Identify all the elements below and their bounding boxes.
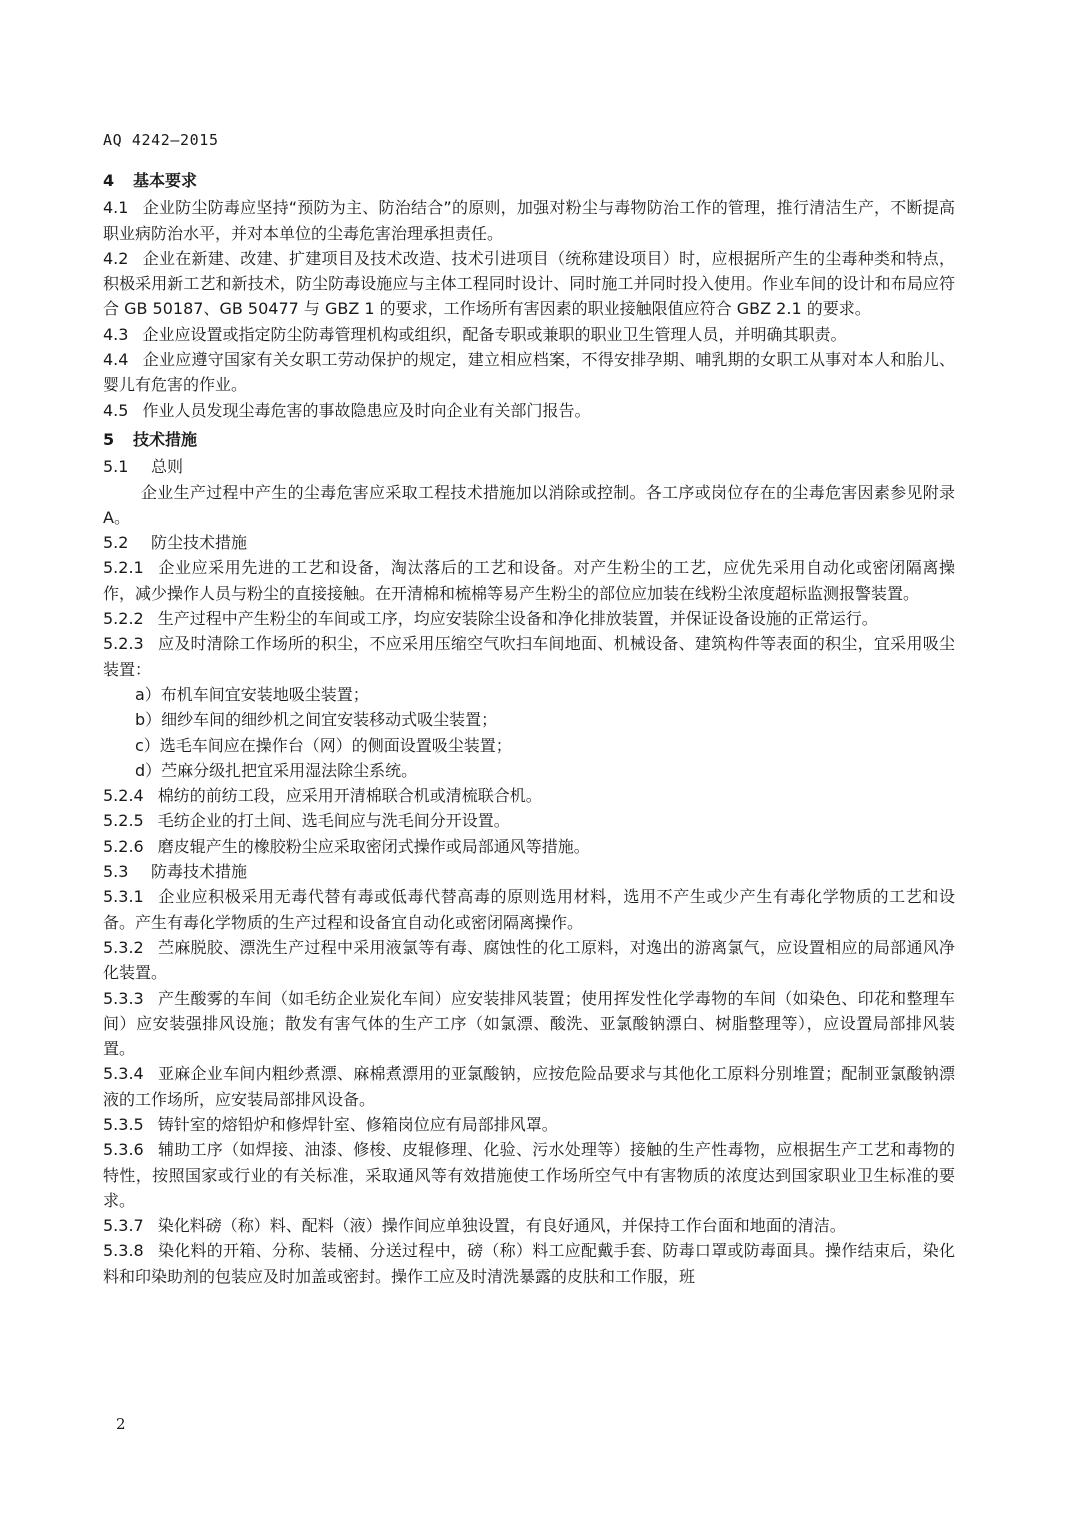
clause-text: 企业应设置或指定防尘防毒管理机构或组织，配备专职或兼职的职业卫生管理人员，并明确其职责。 [142,324,847,344]
clause-text: 产生酸雾的车间（如毛纺企业炭化车间）应安装排风装置；使用挥发性化学毒物的车间（如染色、印花和整理车间）应安装强排风设施；散发有害气体的生产工序（如氯漂、酸洗、亚氯酸钠漂白、树脂整理等），应设置局部排风装置。 [103,988,955,1059]
clause [103,808,955,833]
list-item: c）选毛车间应在操作台（网）的侧面设置吸尘装置； [135,735,512,755]
clause-text: 企业在新建、改建、扩建项目及技术改造、技术引进项目（统称建设项目）时，应根据所产生的尘毒种类和特点，积极采用新工艺和新技术，防尘防毒设施应与主体工程同时设计、同时施工并同时投入使用。作业车间的设计和布局应符合 GB 50187、GB 50477 与 GBZ 1 的要求，工作场所有害因素的职业接触限值应符合 GBZ 2.1 的要求。 [103,248,955,319]
clause-text: 企业应积极采用无毒代替有毒或低毒代替高毒的原则选用材料，选用不产生或少产生有毒化学物质的工艺和设备。产生有毒化学物质的生产过程和设备宜自动化或密闭隔离操作。 [103,887,955,932]
clause [103,1112,955,1137]
subsection-heading [103,530,955,555]
clause-number: 5.2.4 [103,786,144,806]
clause-text: 染化料的开箱、分称、装桶、分送过程中，磅（称）料工应配戴手套、防毒口罩或防毒面具。操作结束后，染化料和印染助剂的包装应及时加盖或密封。操作工应及时清洗暴露的皮肤和工作服，班 [103,1241,955,1286]
clause [103,986,955,1062]
clause-number: 5.3.4 [103,1064,144,1084]
clause-text: 企业应遵守国家有关女职工劳动保护的规定，建立相应档案，不得安排孕期、哺乳期的女职工从事对本人和胎儿、婴儿有危害的作业。 [103,350,955,395]
clause-text: 磨皮辊产生的橡胶粉尘应采取密闭式操作或局部通风等措施。 [157,836,590,856]
clause [103,834,955,859]
clause-text: 企业防尘防毒应坚持“预防为主、防治结合”的原则，加强对粉尘与毒物防治工作的管理，推行清洁生产，不断提高职业病防治水平，并对本单位的尘毒危害治理承担责任。 [103,198,955,243]
clause-text: 毛纺企业的打土间、选毛间应与洗毛间分开设置。 [157,811,510,831]
section-title: 基本要求 [133,171,198,190]
clause-text: 生产过程中产生粉尘的车间或工序，均应安装除尘设备和净化排放装置，并保证设备设施的正常运行。 [157,609,878,629]
clause-number: 5.3.3 [103,988,144,1008]
subsection-number: 5.1 [103,457,129,477]
clause-text: 染化料磅（称）料、配料（液）操作间应单独设置，有良好通风，并保持工作台面和地面的清洁。 [157,1216,846,1236]
clause-text: 铸针室的熔铅炉和修焊针室、修箱岗位应有局部排风罩。 [157,1114,558,1134]
subsection-title: 防尘技术措施 [151,533,248,553]
clause-number: 4.3 [103,324,129,344]
clause-number: 4.4 [103,350,129,370]
clause [103,606,955,631]
clause-number: 4.1 [103,198,129,218]
clause-number: 5.2.2 [103,609,144,629]
clause [103,195,955,246]
list-item: d）苎麻分级扎把宜采用湿法除尘系统。 [135,760,418,780]
list-item: b）细纱车间的细纱机之间宜安装移动式吸尘装置； [135,710,498,730]
clause [103,1061,955,1112]
paragraph: 企业生产过程中产生的尘毒危害应采取工程技术措施加以消除或控制。各工序或岗位存在的尘毒危害因素参见附录A。 [103,482,955,527]
clause [103,1238,955,1289]
clause-number: 5.2.3 [103,634,144,654]
clause [103,555,955,606]
list-item: a）布机车间宜安装地吸尘装置； [135,684,369,704]
clause [103,1213,955,1238]
clause-number: 4.5 [103,400,129,420]
clause [103,884,955,935]
subsection-title: 总则 [151,457,184,477]
subsection-number: 5.2 [103,533,129,553]
clause [103,1137,955,1213]
clause [103,322,955,347]
section-number: 4 [103,171,115,190]
subsection-heading [103,859,955,884]
clause [103,783,955,808]
page-number: 2 [116,1415,126,1433]
clause [103,398,955,423]
section-number: 5 [103,429,115,449]
clause-text: 辅助工序（如焊接、油漆、修梭、皮辊修理、化验、污水处理等）接触的生产性毒物，应根据生产工艺和毒物的特性，按照国家或行业的有关标准，采取通风等有效措施使工作场所空气中有害物质的浓度达到国家职业卫生标准的要求。 [103,1140,955,1210]
section-heading [103,168,955,193]
clause-text: 棉纺的前纺工段，应采用开清棉联合机或清梳联合机。 [157,786,542,806]
clause-text: 作业人员发现尘毒危害的事故隐患应及时向企业有关部门报告。 [142,400,591,420]
clause-number: 5.3.6 [103,1140,144,1160]
document-body [103,164,955,1289]
clause-number: 5.3.5 [103,1114,144,1134]
clause-number: 5.3.8 [103,1241,144,1261]
subsection-title: 防毒技术措施 [151,862,248,882]
clause-number: 5.2.6 [103,836,144,856]
clause-text: 企业应采用先进的工艺和设备，淘汰落后的工艺和设备。对产生粉尘的工艺，应优先采用自动化或密闭隔离操作，减少操作人员与粉尘的直接接触。在开清棉和梳棉等易产生粉尘的部位应加装在线粉尘浓度超标监测报警装置。 [103,558,955,603]
clause-text: 亚麻企业车间内粗纱煮漂、麻棉煮漂用的亚氯酸钠，应按危险品要求与其他化工原料分别堆置；配制亚氯酸钠漂液的工作场所，应安装局部排风设备。 [103,1064,955,1109]
clause-number: 5.3.2 [103,937,144,957]
standard-code: AQ 4242—2015 [103,131,219,149]
clause-text: 苎麻脱胶、漂洗生产过程中采用液氯等有毒、腐蚀性的化工原料，对逸出的游离氯气，应设置相应的局部通风净化装置。 [103,937,955,983]
clause [103,631,955,682]
clause-number: 5.3.1 [103,887,144,907]
section-heading [103,427,955,452]
clause-text: 应及时清除工作场所的积尘，不应采用压缩空气吹扫车间地面、机械设备、建筑构件等表面的积尘，宜采用吸尘装置： [103,634,955,679]
subsection-number: 5.3 [103,862,129,882]
clause-number: 5.3.7 [103,1216,144,1236]
clause-number: 5.2.5 [103,811,144,831]
clause-number: 4.2 [103,248,129,268]
clause [103,935,955,986]
section-title: 技术措施 [133,429,198,449]
subsection-heading [103,454,955,479]
clause [103,347,955,398]
clause [103,246,955,322]
clause-number: 5.2.1 [103,558,144,578]
